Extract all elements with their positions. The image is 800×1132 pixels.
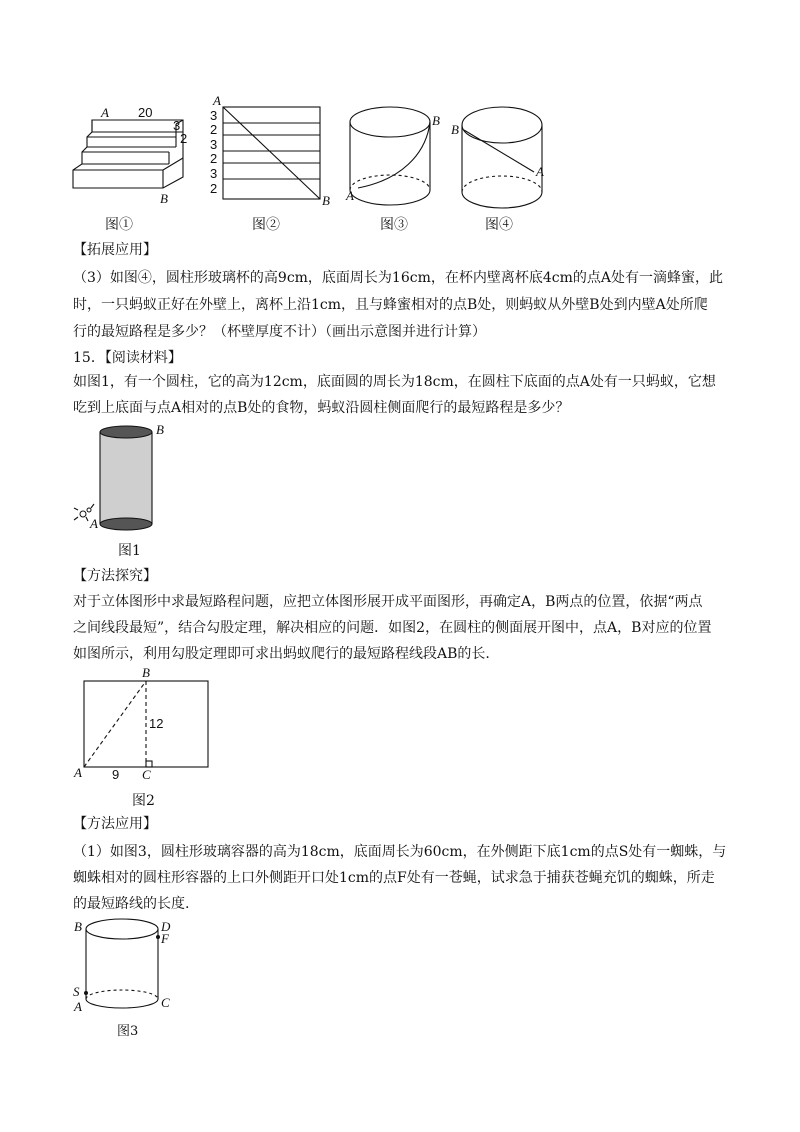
q15-fig1-label-a: A	[90, 516, 98, 531]
method-line-2: 之间线段最短”，结合勾股定理，解决相应的问题．如图2，在圆柱的侧面展开图中，点A，B对应的位置	[73, 620, 712, 636]
fig4-label-a: A	[536, 164, 544, 179]
method-line-3: 如图所示，利用勾股定理即可求出蚂蚁爬行的最短路程线段AB的长.	[73, 646, 490, 662]
q15-fig2-label-a: A	[74, 765, 82, 780]
fig3-label-a: A	[346, 188, 354, 203]
fig1-dim-3: 3	[173, 118, 181, 133]
unfolded-stair-figure	[205, 95, 335, 210]
q15-fig2-label-c: C	[142, 767, 151, 782]
apply-line-2: 蜘蛛相对的圆柱形容器的上口外侧距开口处1cm的点F处有一苍蝇，试求急于捕获苍蝇充饥的蜘蛛，所走	[73, 870, 715, 886]
fig3-label-b: B	[432, 113, 440, 128]
unfolded-rectangle-figure	[70, 665, 220, 785]
shaded-cylinder-figure	[70, 420, 170, 535]
fig2-num-2: 2	[210, 122, 218, 137]
fig1-caption: 图①	[105, 217, 133, 233]
apply-heading: 【方法应用】	[73, 816, 157, 832]
q15-fig3-caption: 图3	[117, 1024, 139, 1039]
fig2-num-5: 3	[210, 166, 218, 181]
apply-line-1: （1）如图3，圆柱形玻璃容器的高为18cm，底面周长为60cm，在外侧距下底1cm的点S处有一蜘蛛，与	[73, 844, 727, 860]
q15-fig3-label-a: A	[74, 999, 82, 1014]
expand-line-2: 时，一只蚂蚁正好在外壁上，离杯上沿1cm，且与蜂蜜相对的点B处，则蚂蚁从外壁B处到内壁A处所爬	[73, 297, 708, 313]
fig1-dim-top: 20	[138, 105, 153, 120]
method-heading: 【方法探究】	[73, 568, 157, 584]
fig1-label-b: B	[160, 191, 168, 206]
q15-fig3-label-b: B	[74, 919, 82, 934]
fig2-caption: 图②	[252, 217, 280, 233]
fig2-num-6: 2	[210, 181, 218, 196]
q15-fig1-caption: 图1	[118, 543, 141, 559]
q15-fig3-label-s: S	[73, 984, 80, 999]
method-line-1: 对于立体图形中求最短路程问题，应把立体图形展开成平面图形，再确定A，B两点的位置，依据“两点	[73, 594, 703, 610]
apply-line-3: 的最短路线的长度.	[73, 896, 190, 912]
q15-line-1: 如图1，有一个圆柱，它的高为12cm，底面圆的周长为18cm，在圆柱下底面的点A处有一只蚂蚁，它想	[73, 374, 716, 390]
q15-fig2-len-9: 9	[112, 767, 120, 782]
cylinder-cup-figure	[450, 100, 560, 210]
fig1-dim-2: 2	[180, 131, 188, 146]
q15-fig2-len-12: 12	[149, 716, 164, 731]
expand-line-3: 行的最短路程是多少？（杯壁厚度不计）（画出示意图并进行计算）	[73, 324, 486, 340]
q15-fig3-label-d: D	[161, 919, 171, 934]
fig2-num-4: 2	[210, 151, 218, 166]
fig2-num-1: 3	[210, 108, 218, 123]
fig4-label-b: B	[451, 122, 459, 137]
q15-fig2-caption: 图2	[132, 793, 155, 809]
q15-heading: 15．【阅读材料】	[73, 350, 182, 366]
fig3-caption: 图③	[380, 217, 408, 233]
q15-line-2: 吃到上底面与点A相对的点B处的食物，蚂蚁沿圆柱侧面爬行的最短路程是多少？	[73, 400, 570, 416]
fig2-label-a: A	[213, 93, 221, 108]
fig2-num-3: 3	[210, 137, 218, 152]
fig1-label-a: A	[101, 105, 109, 120]
expand-line-1: （3）如图④，圆柱形玻璃杯的高9cm，底面周长为16cm，在杯内壁离杯底4cm的点A处有一滴蜂蜜，此	[73, 270, 723, 286]
cylinder-spiral-figure	[340, 100, 440, 210]
staircase-figure	[68, 100, 198, 210]
fig4-caption: 图④	[485, 217, 513, 233]
container-cylinder-figure	[70, 915, 180, 1025]
expand-heading: 【拓展应用】	[73, 242, 157, 258]
q15-fig3-label-f: F	[161, 931, 169, 946]
q15-fig3-label-c: C	[161, 995, 170, 1010]
q15-fig1-label-b: B	[156, 422, 164, 437]
q15-fig2-label-b: B	[142, 665, 150, 680]
fig2-label-b: B	[322, 193, 330, 208]
